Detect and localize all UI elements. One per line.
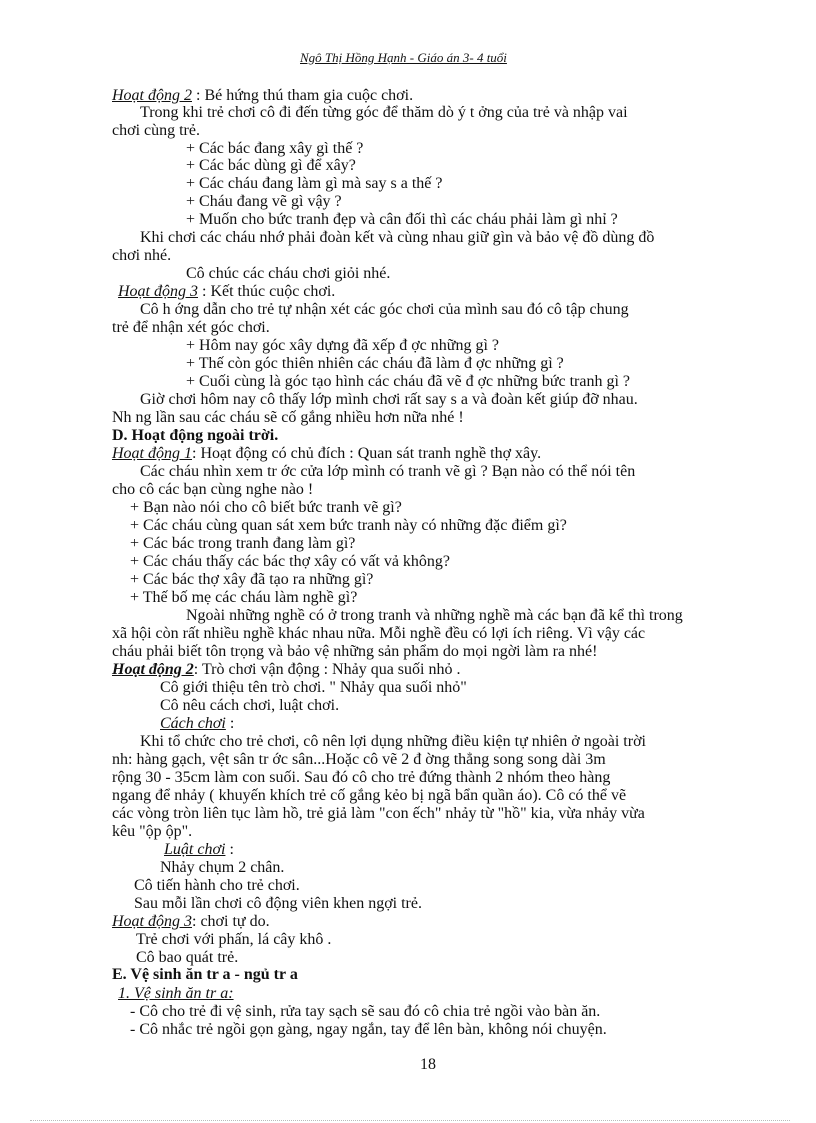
text-line xyxy=(112,409,464,427)
text-line xyxy=(130,589,357,607)
text-line xyxy=(112,805,645,823)
text-line xyxy=(136,931,331,949)
line-text: : Hoạt động có chủ đích : Quan sát tranh nghề thợ xây. xyxy=(192,445,542,462)
line-text: Nh ng lần sau các cháu sẽ cố gắng nhiều hơn nữa nhé ! xyxy=(112,409,464,426)
line-text: : Bé hứng thú tham gia cuộc chơi. xyxy=(192,87,414,104)
line-text: Sau mỗi lần chơi cô động viên khen ngợi trẻ. xyxy=(134,895,422,912)
text-line xyxy=(186,607,683,625)
text-line xyxy=(112,625,645,643)
text-line xyxy=(160,679,467,697)
section-heading: Hoạt động 2 xyxy=(112,661,194,678)
text-line xyxy=(112,966,298,984)
line-text: + Các bác thợ xây đã tạo ra những gì? xyxy=(130,571,374,588)
line-text: Nhảy chụm 2 chân. xyxy=(160,859,285,876)
line-text: chơi nhé. xyxy=(112,247,172,264)
section-heading: 1. Vệ sinh ăn tr a: xyxy=(118,985,234,1002)
line-text: + Thế bố mẹ các cháu làm nghề gì? xyxy=(130,589,358,606)
text-line xyxy=(112,769,610,787)
line-text: Cô h ớng dẫn cho trẻ tự nhận xét các góc chơi của mình sau đó cô tập chung xyxy=(140,301,629,318)
line-text: D. Hoạt động ngoài trời. xyxy=(112,427,279,444)
text-line xyxy=(186,373,630,391)
line-text: Cô nêu cách chơi, luật chơi. xyxy=(160,697,340,714)
page-header: Ngô Thị Hồng Hạnh - Giáo án 3- 4 tuổi xyxy=(300,50,507,65)
text-line xyxy=(112,481,313,499)
line-text: - Cô cho trẻ đi vệ sinh, rửa tay sạch sẽ sau đó cô chia trẻ ngồi vào bàn ăn. xyxy=(130,1003,601,1020)
line-text: + Bạn nào nói cho cô biết bức tranh vẽ gì? xyxy=(130,499,402,516)
line-text: + Các bác đang xây gì thế ? xyxy=(186,140,364,157)
line-text: + Các bác trong tranh đang làm gì? xyxy=(130,535,356,552)
line-text: cho cô các bạn cùng nghe nào ! xyxy=(112,481,314,498)
text-line xyxy=(112,787,626,805)
line-text: : Kết thúc cuộc chơi. xyxy=(198,283,336,300)
text-line xyxy=(186,265,390,283)
text-line xyxy=(130,499,402,517)
text-line xyxy=(160,697,339,715)
text-line xyxy=(118,985,234,1003)
line-text: + Cuối cùng là góc tạo hình các cháu đã vẽ đ ợc những bức tranh gì ? xyxy=(186,373,631,390)
text-line xyxy=(186,157,356,175)
line-text: cháu phải biết tôn trọng và bảo vệ những sản phẩm do mọi ngời làm ra nhé! xyxy=(112,643,598,660)
line-text: Cô tiến hành cho trẻ chơi. xyxy=(134,877,300,894)
text-line xyxy=(112,122,200,140)
text-line xyxy=(140,301,629,319)
text-line xyxy=(140,104,628,122)
line-text: Khi chơi các cháu nhớ phải đoàn kết và cùng nhau giữ gìn và bảo vệ đồ dùng đồ xyxy=(140,229,655,246)
line-text: kêu "ộp ộp". xyxy=(112,823,193,840)
page-bottom-divider xyxy=(30,1120,790,1121)
text-line xyxy=(130,517,567,535)
text-line xyxy=(136,949,238,967)
text-line xyxy=(140,391,638,409)
section-heading: Hoạt động 2 xyxy=(112,87,192,104)
line-text: Cô bao quát trẻ. xyxy=(136,949,239,966)
line-text: Giờ chơi hôm nay cô thấy lớp mình chơi rất say s a và đoàn kết giúp đỡ nhau. xyxy=(140,391,638,408)
line-text: : xyxy=(225,841,234,858)
line-text: + Hôm nay góc xây dựng đã xếp đ ợc những gì ? xyxy=(186,337,499,354)
text-line xyxy=(112,661,460,679)
line-text: : chơi tự do. xyxy=(192,913,270,930)
text-line xyxy=(186,355,564,373)
text-line xyxy=(130,1021,607,1039)
line-text: Cô giới thiệu tên trò chơi. " Nhảy qua suối nhỏ" xyxy=(160,679,467,696)
text-line xyxy=(186,140,363,158)
line-text: Cô chúc các cháu chơi giỏi nhé. xyxy=(186,265,391,282)
text-line xyxy=(134,895,422,913)
text-line xyxy=(140,463,635,481)
text-line xyxy=(186,193,342,211)
text-line xyxy=(140,229,654,247)
line-text: Khi tổ chức cho trẻ chơi, cô nên lợi dụng những điều kiện tự nhiên ở ngoài trời xyxy=(140,733,646,750)
section-heading: Hoạt động 1 xyxy=(112,445,192,462)
line-text: chơi cùng trẻ. xyxy=(112,122,200,139)
line-text: nh: hàng gạch, vệt sân tr ớc sân...Hoặc cô vẽ 2 đ ờng thẳng song song dài 3m xyxy=(112,751,606,768)
text-line xyxy=(164,841,234,859)
page-number: 18 xyxy=(420,1056,436,1073)
line-text: các vòng tròn liên tục làm hồ, trẻ giả làm "con ếch" nhảy từ "hồ" kia, vừa nhảy vừa xyxy=(112,805,645,822)
line-text: xã hội còn rất nhiều nghề khác nhau nữa. Mỗi nghề đều có lợi ích riêng. Vì vậy các xyxy=(112,625,646,642)
line-text: - Cô nhắc trẻ ngồi gọn gàng, ngay ngắn, tay để lên bàn, không nói chuyện. xyxy=(130,1021,607,1038)
line-text: + Các bác dùng gì để xây? xyxy=(186,157,356,174)
text-line xyxy=(112,87,413,105)
line-text: Trẻ chơi với phấn, lá cây khô . xyxy=(136,931,332,948)
text-line xyxy=(112,643,597,661)
text-line xyxy=(130,571,373,589)
line-text: + Muốn cho bức tranh đẹp và cân đối thì các cháu phải làm gì nhỉ ? xyxy=(186,211,618,228)
section-heading: Hoạt động 3 xyxy=(118,283,198,300)
text-line xyxy=(186,175,443,193)
text-line xyxy=(112,427,278,445)
text-line xyxy=(140,733,646,751)
line-text: : xyxy=(225,715,235,732)
line-text: rộng 30 - 35cm làm con suối. Sau đó cô cho trẻ đứng thành 2 nhóm theo hàng xyxy=(112,769,611,786)
text-line xyxy=(112,751,606,769)
line-text: + Thế còn góc thiên nhiên các cháu đã làm đ ợc những gì ? xyxy=(186,355,564,372)
line-text: Ngoài những nghề có ở trong tranh và những nghề mà các bạn đã kể thì trong xyxy=(186,607,683,624)
line-text: trẻ để nhận xét góc chơi. xyxy=(112,319,270,336)
text-line xyxy=(112,247,171,265)
line-text: E. Vệ sinh ăn tr a - ngủ tr a xyxy=(112,966,298,983)
line-text: + Các cháu cùng quan sát xem bức tranh này có những đặc điểm gì? xyxy=(130,517,567,534)
text-line xyxy=(112,445,541,463)
text-line xyxy=(134,877,300,895)
line-text: ngang để nhảy ( khuyến khích trẻ cố gắng kẻo bị ngã bẩn quần áo). Cô có thể vẽ xyxy=(112,787,627,804)
line-text: + Các cháu thấy các bác thợ xây có vất vả không? xyxy=(130,553,451,570)
section-heading: Cách chơi xyxy=(160,715,226,732)
text-line xyxy=(130,535,355,553)
text-line xyxy=(186,337,499,355)
text-line xyxy=(186,211,618,229)
text-line xyxy=(160,715,234,733)
text-line xyxy=(112,913,270,931)
line-text: + Các cháu đang làm gì mà say s a thế ? xyxy=(186,175,443,192)
line-text: Trong khi trẻ chơi cô đi đến từng góc để thăm dò ý t ởng của trẻ và nhập vai xyxy=(140,104,628,121)
text-line xyxy=(130,553,450,571)
text-line xyxy=(112,319,270,337)
line-text: + Cháu đang vẽ gì vậy ? xyxy=(186,193,342,210)
text-line xyxy=(130,1003,600,1021)
line-text: : Trò chơi vận động : Nhảy qua suối nhỏ . xyxy=(193,661,461,678)
section-heading: Hoạt động 3 xyxy=(112,913,192,930)
text-line xyxy=(160,859,284,877)
section-heading: Luật chơi xyxy=(164,841,226,858)
line-text: Các cháu nhìn xem tr ớc cửa lớp mình có tranh vẽ gì ? Bạn nào có thể nói tên xyxy=(140,463,636,480)
text-line xyxy=(118,283,335,301)
text-line xyxy=(112,823,192,841)
